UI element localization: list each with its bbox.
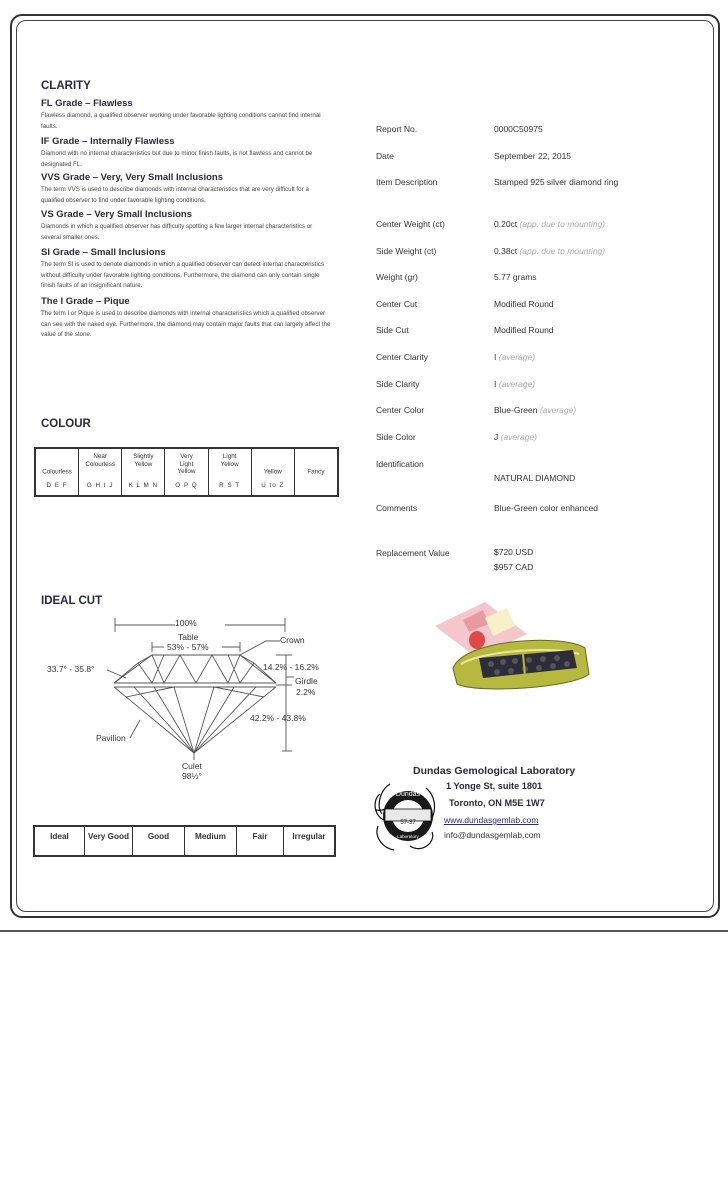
cut-grade-cell: Irregular xyxy=(292,832,326,841)
cut-grade-cell: Fair xyxy=(237,827,284,855)
ring-photo xyxy=(425,598,615,708)
colour-cell: Light Yellow R S T xyxy=(209,449,252,495)
report-field-value: Blue-Green color enhanced xyxy=(494,503,598,513)
clarity-grade-title: The I Grade – Pique xyxy=(41,296,130,307)
lab-seal xyxy=(370,776,440,856)
report-field-label: Replacement Value xyxy=(376,548,450,558)
report-field-value: Blue-Green (average) xyxy=(494,405,577,415)
pavilion-label: Pavilion xyxy=(96,733,126,743)
clarity-grade-title: FL Grade – Flawless xyxy=(41,98,133,109)
colour-cell: Yellow U to Z xyxy=(252,449,295,495)
lab-email-link[interactable]: info@dundasgemlab.com xyxy=(444,830,541,840)
width-label: 100% xyxy=(175,618,197,628)
lab-address-line1: 1 Yonge St, suite 1801 xyxy=(446,781,543,791)
culet-label: Culet xyxy=(182,761,202,771)
crown-angle-label: 33.7° - 35.8° xyxy=(47,664,95,674)
colour-cell: Fancy xyxy=(307,468,325,476)
report-field-value: Modified Round xyxy=(494,325,554,335)
clarity-grade-title: IF Grade – Internally Flawless xyxy=(41,136,175,147)
report-field-value: Modified Round xyxy=(494,299,554,309)
girdle-value-label: 2.2% xyxy=(296,687,316,697)
colour-scale-table xyxy=(34,447,339,497)
report-field-value: I (average) xyxy=(494,352,536,362)
clarity-grade-text: Diamond with no internal characteristics but due to minor finish faults, is not flawless and cannot be designated FL. xyxy=(41,150,313,168)
culet-value-label: 98½° xyxy=(182,771,202,781)
lab-name: Dundas Gemological Laboratory xyxy=(413,765,576,777)
report-field-label: Date xyxy=(376,151,394,161)
seal-text-top: Dundas xyxy=(395,791,421,798)
clarity-grade-title: VS Grade – Very Small Inclusions xyxy=(41,209,193,220)
report-field-value: September 22, 2015 xyxy=(494,151,572,161)
cut-grade-cell: Good xyxy=(133,827,185,855)
report-field-value: 5.77 grams xyxy=(494,272,537,282)
table-range-label: 53% - 57% xyxy=(167,642,209,652)
report-field-label: Side Weight (ct) xyxy=(376,246,437,256)
cut-grade-cell: Medium xyxy=(185,827,237,855)
cut-grade-cell: Very Good xyxy=(85,827,133,855)
report-field-label: Report No. xyxy=(376,124,418,134)
report-field-value: Stamped 925 silver diamond ring xyxy=(494,177,619,187)
report-field-value: 0000C50975 xyxy=(494,124,543,134)
pavilion-depth-label: 42.2% - 43.8% xyxy=(250,713,306,723)
report-field-label: Side Cut xyxy=(376,325,409,335)
report-field-label: Item Description xyxy=(376,177,438,187)
report-field-label: Center Clarity xyxy=(376,352,428,362)
clarity-grade-title: SI Grade – Small Inclusions xyxy=(41,247,166,258)
report-field-label: Identification xyxy=(376,459,424,469)
report-field-label: Comments xyxy=(376,503,418,513)
report-field-label: Side Color xyxy=(376,432,416,442)
girdle-label: Girdle xyxy=(295,676,318,686)
colour-cell: Colourless D E F xyxy=(36,449,79,495)
lab-address-line2: Toronto, ON M5E 1W7 xyxy=(449,798,545,808)
colour-cell: Near Colourless G H I J xyxy=(79,449,122,495)
seal-text-mid: 57-37 xyxy=(400,820,416,826)
colour-cell: Very Light Yellow O P Q xyxy=(165,449,208,495)
report-field-label: Center Weight (ct) xyxy=(376,219,445,229)
table-label: Table xyxy=(178,632,199,642)
clarity-grade-title: VVS Grade – Very, Very Small Inclusions xyxy=(41,172,223,183)
ideal-cut-heading: IDEAL CUT xyxy=(41,595,103,607)
clarity-grade-text: The term SI is used to denote diamonds in which a qualified observer can detect internal characteristics without difficulty under favorable lighting conditions. Furthermore, the diamond can only contain single finish faults of an insignificant nature. xyxy=(41,261,325,289)
report-field-value: 0.38ct (app. due to mounting) xyxy=(494,246,606,256)
cut-grade-table xyxy=(33,825,336,857)
clarity-grade-text: Diamonds in which a qualified observer has difficulty spotting a few larger internal characteristics or several smaller ones. xyxy=(41,223,313,241)
colour-heading: COLOUR xyxy=(41,418,91,430)
report-field-label: Center Cut xyxy=(376,299,418,309)
clarity-grade-text: The term I or Pique is used to describe diamonds with internal characteristics which a qualified observer can see with the naked eye. Furthermore, the diamond may contain major faults that can largely affect the value of the stone. xyxy=(41,310,331,338)
clarity-grade-text: The term VVS is used to describe diamonds with internal characteristics that are very difficult for a qualified observer to find under favorable lighting conditions. xyxy=(41,186,309,204)
report-field-value: NATURAL DIAMOND xyxy=(494,473,576,483)
colour-cell: Slightly Yellow K L M N xyxy=(122,449,165,495)
report-field-label: Weight (gr) xyxy=(376,272,418,282)
replacement-value-cad: $957 CAD xyxy=(494,562,534,572)
report-field-value: I (average) xyxy=(494,379,536,389)
clarity-grade-text: Flawless diamond, a qualified observer working under favorable lighting conditions cannot find internal faults. xyxy=(41,112,321,130)
report-field-value: $720 USD xyxy=(494,547,534,557)
report-field-value: 0.20ct (app. due to mounting) xyxy=(494,219,606,229)
page-edge-line xyxy=(0,930,728,932)
crown-height-label: 14.2% - 16.2% xyxy=(263,662,319,672)
clarity-heading: CLARITY xyxy=(41,80,91,92)
seal-text-bottom: Laboratory xyxy=(397,834,419,839)
crown-label: Crown xyxy=(280,635,305,645)
report-field-value: J (average) xyxy=(494,432,538,442)
report-field-label: Center Color xyxy=(376,405,425,415)
lab-website-link[interactable]: www.dundasgemlab.com xyxy=(444,815,539,825)
cut-grade-cell: Ideal xyxy=(35,827,85,855)
report-field-label: Side Clarity xyxy=(376,379,420,389)
